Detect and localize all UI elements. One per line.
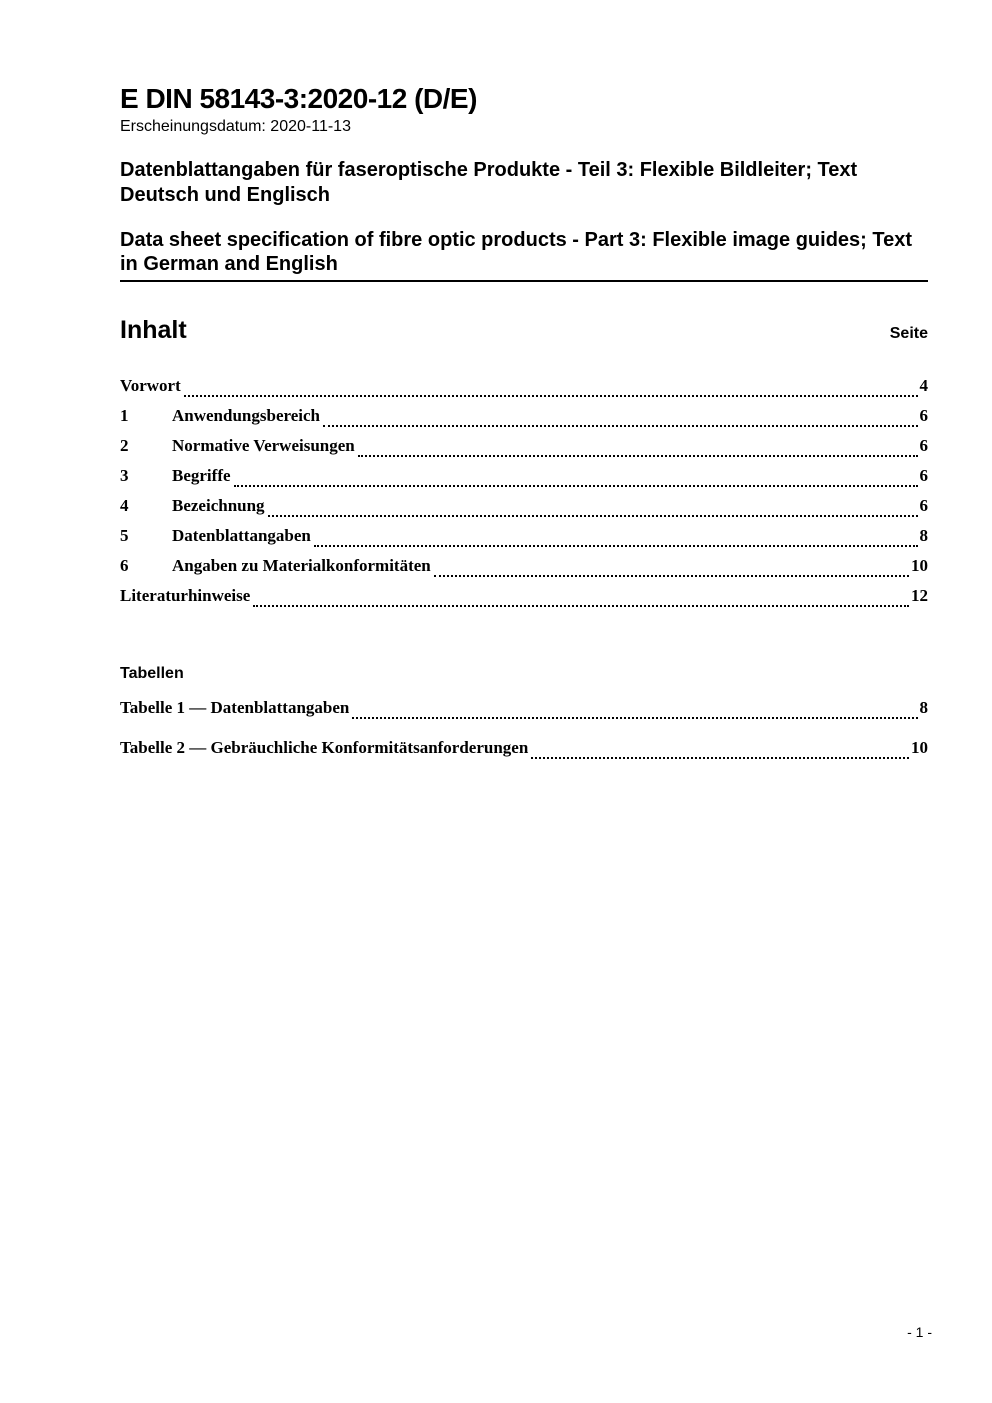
- table-entry-page: 10: [911, 738, 928, 757]
- tables-section: [120, 664, 928, 768]
- table-entry-label: Tabelle 2 — Gebräuchliche Konformitätsanforderungen: [120, 738, 529, 757]
- toc-entry-2: [120, 436, 928, 466]
- dot-leader: [358, 455, 918, 457]
- toc-entry-number: 3: [120, 466, 129, 485]
- document-title-english: Data sheet specification of fibre optic products - Part 3: Flexible image guides; Text in German and English: [120, 229, 913, 275]
- dot-leader: [434, 575, 909, 577]
- toc-entry-number: 5: [120, 526, 129, 545]
- document-number: E DIN 58143-3:2020-12 (D/E): [120, 83, 477, 114]
- toc-entry-4: [120, 496, 928, 526]
- toc-entry-page: 6: [919, 406, 928, 425]
- table-entry-2: [120, 738, 928, 768]
- header-divider: [120, 280, 928, 282]
- toc-list: [120, 376, 928, 616]
- toc-header-row: [120, 316, 928, 344]
- toc-entry-5: [120, 526, 928, 556]
- toc-entry-label: Literaturhinweise: [120, 586, 251, 605]
- toc-entry-number: 1: [120, 406, 129, 425]
- tables-heading: Tabellen: [120, 665, 184, 682]
- toc-entry-page: 4: [919, 376, 928, 395]
- toc-entry-page: 10: [911, 556, 928, 575]
- toc-entry-label: Bezeichnung: [172, 496, 265, 515]
- toc-entry-label: Normative Verweisungen: [172, 436, 355, 455]
- toc-entry-page: 6: [919, 466, 928, 485]
- toc-entry-label: Anwendungsbereich: [172, 406, 320, 425]
- page-content: [120, 0, 928, 768]
- dot-leader: [234, 485, 918, 487]
- dot-leader: [531, 757, 909, 759]
- toc-entry-label: Angaben zu Materialkonformitäten: [172, 556, 431, 575]
- table-entry-page: 8: [919, 698, 928, 717]
- toc-entry-1: [120, 406, 928, 436]
- toc-entry-number: 2: [120, 436, 129, 455]
- toc-entry-number: 4: [120, 496, 129, 515]
- tables-list: [120, 698, 928, 768]
- toc-entry-number: 6: [120, 556, 129, 575]
- toc-entry-label: Datenblattangaben: [172, 526, 311, 545]
- toc-entry-literaturhinweise: [120, 586, 928, 616]
- toc-entry-page: 6: [919, 436, 928, 455]
- toc-entry-page: 6: [919, 496, 928, 515]
- toc-entry-vorwort: [120, 376, 928, 406]
- toc-entry-6: [120, 556, 928, 586]
- table-entry-1: [120, 698, 928, 728]
- toc-entry-page: 12: [911, 586, 928, 605]
- publication-date: Erscheinungsdatum: 2020-11-13: [120, 118, 351, 135]
- dot-leader: [314, 545, 918, 547]
- toc-entry-label: Begriffe: [172, 466, 231, 485]
- toc-entry-label: Vorwort: [120, 376, 181, 395]
- dot-leader: [268, 515, 918, 517]
- dot-leader: [184, 395, 918, 397]
- document-title-german: Datenblattangaben für faseroptische Produkte - Teil 3: Flexible Bildleiter; Text Deutsch und Englisch: [120, 159, 858, 206]
- toc-page-column-label: Seite: [889, 325, 928, 342]
- toc-entry-page: 8: [919, 526, 928, 545]
- table-entry-label: Tabelle 1 — Datenblattangaben: [120, 698, 350, 717]
- footer-page-number: - 1 -: [907, 1324, 932, 1340]
- dot-leader: [323, 425, 918, 427]
- toc-heading: Inhalt: [120, 316, 187, 344]
- toc-entry-3: [120, 466, 928, 496]
- dot-leader: [352, 717, 917, 719]
- dot-leader: [253, 605, 909, 607]
